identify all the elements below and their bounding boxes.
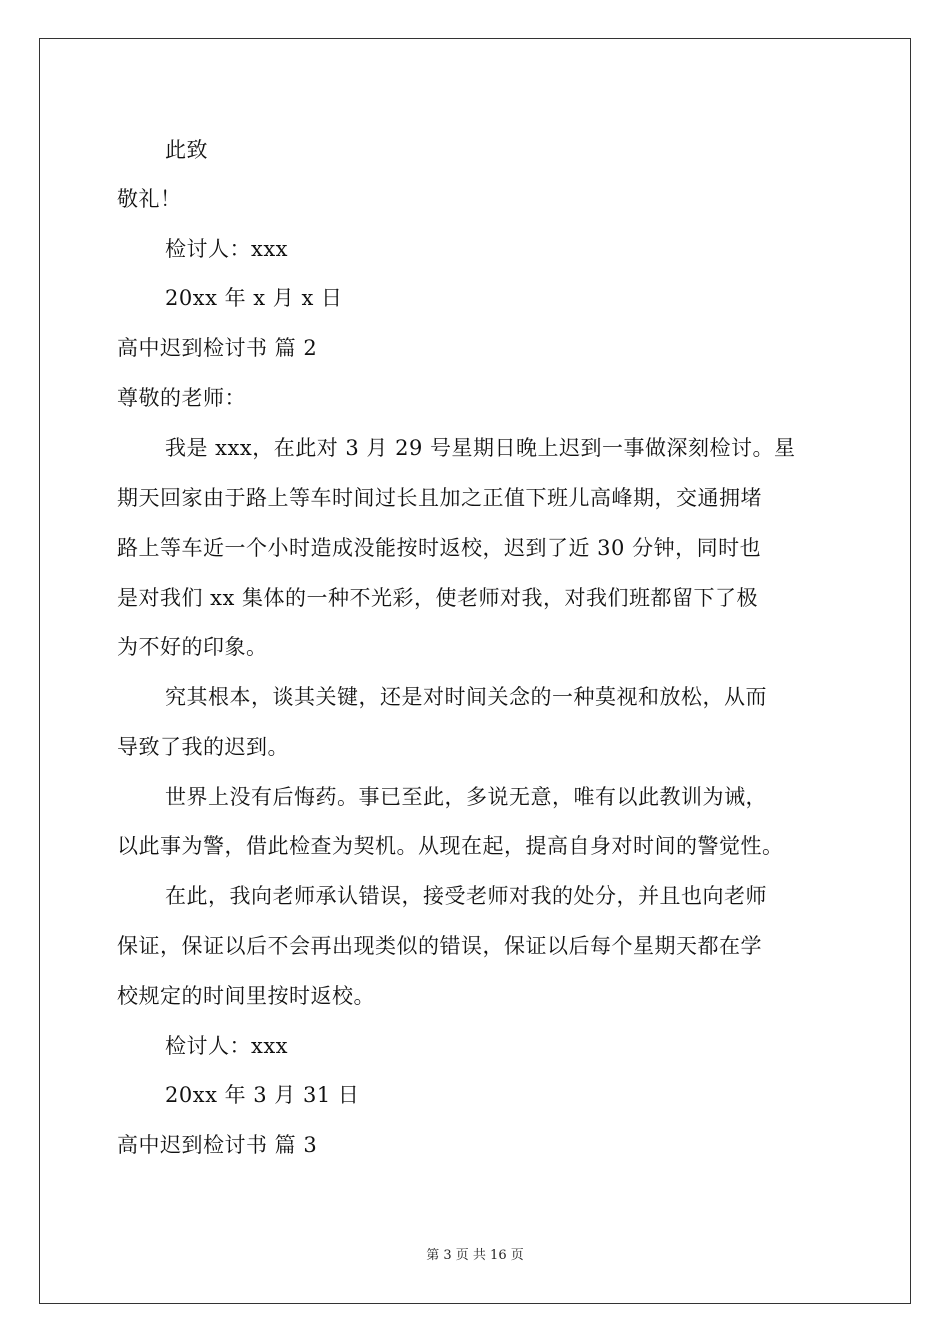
paragraph-line: 期天回家由于路上等车时间过长且加之正值下班儿高峰期，交通拥堵 (117, 486, 762, 510)
paragraph-line: 校规定的时间里按时返校。 (117, 984, 375, 1008)
paragraph-line: 我是 xxx，在此对 3 月 29 号星期日晚上迟到一事做深刻检讨。星 (165, 436, 796, 460)
salutation-line: 敬礼！ (117, 187, 182, 211)
signature-line: 检讨人：xxx (165, 1034, 289, 1058)
paragraph-line: 保证，保证以后不会再出现类似的错误，保证以后每个星期天都在学 (117, 934, 762, 958)
page-border (39, 38, 911, 1304)
signature-line: 检讨人：xxx (165, 237, 289, 261)
section-heading: 高中迟到检讨书 篇 2 (117, 336, 318, 360)
section-heading: 高中迟到检讨书 篇 3 (117, 1133, 318, 1157)
page-number-footer: 第 3 页 共 16 页 (426, 1248, 524, 1263)
paragraph-line: 导致了我的迟到。 (117, 735, 289, 759)
paragraph-line: 世界上没有后悔药。事已至此，多说无意，唯有以此教训为诫， (165, 785, 767, 809)
closing-line: 此致 (165, 138, 208, 162)
paragraph-line: 以此事为警，借此检查为契机。从现在起，提高自身对时间的警觉性。 (117, 834, 784, 858)
date-line: 20xx 年 3 月 31 日 (165, 1083, 360, 1107)
paragraph-line: 是对我们 xx 集体的一种不光彩，使老师对我，对我们班都留下了极 (117, 586, 759, 610)
greeting-line: 尊敬的老师： (117, 386, 246, 410)
date-line: 20xx 年 x 月 x 日 (165, 286, 343, 310)
paragraph-line: 究其根本，谈其关键，还是对时间关念的一种莫视和放松，从而 (165, 685, 767, 709)
paragraph-line: 为不好的印象。 (117, 635, 268, 659)
paragraph-line: 在此，我向老师承认错误，接受老师对我的处分，并且也向老师 (165, 884, 767, 908)
paragraph-line: 路上等车近一个小时造成没能按时返校，迟到了近 30 分钟，同时也 (117, 536, 762, 560)
